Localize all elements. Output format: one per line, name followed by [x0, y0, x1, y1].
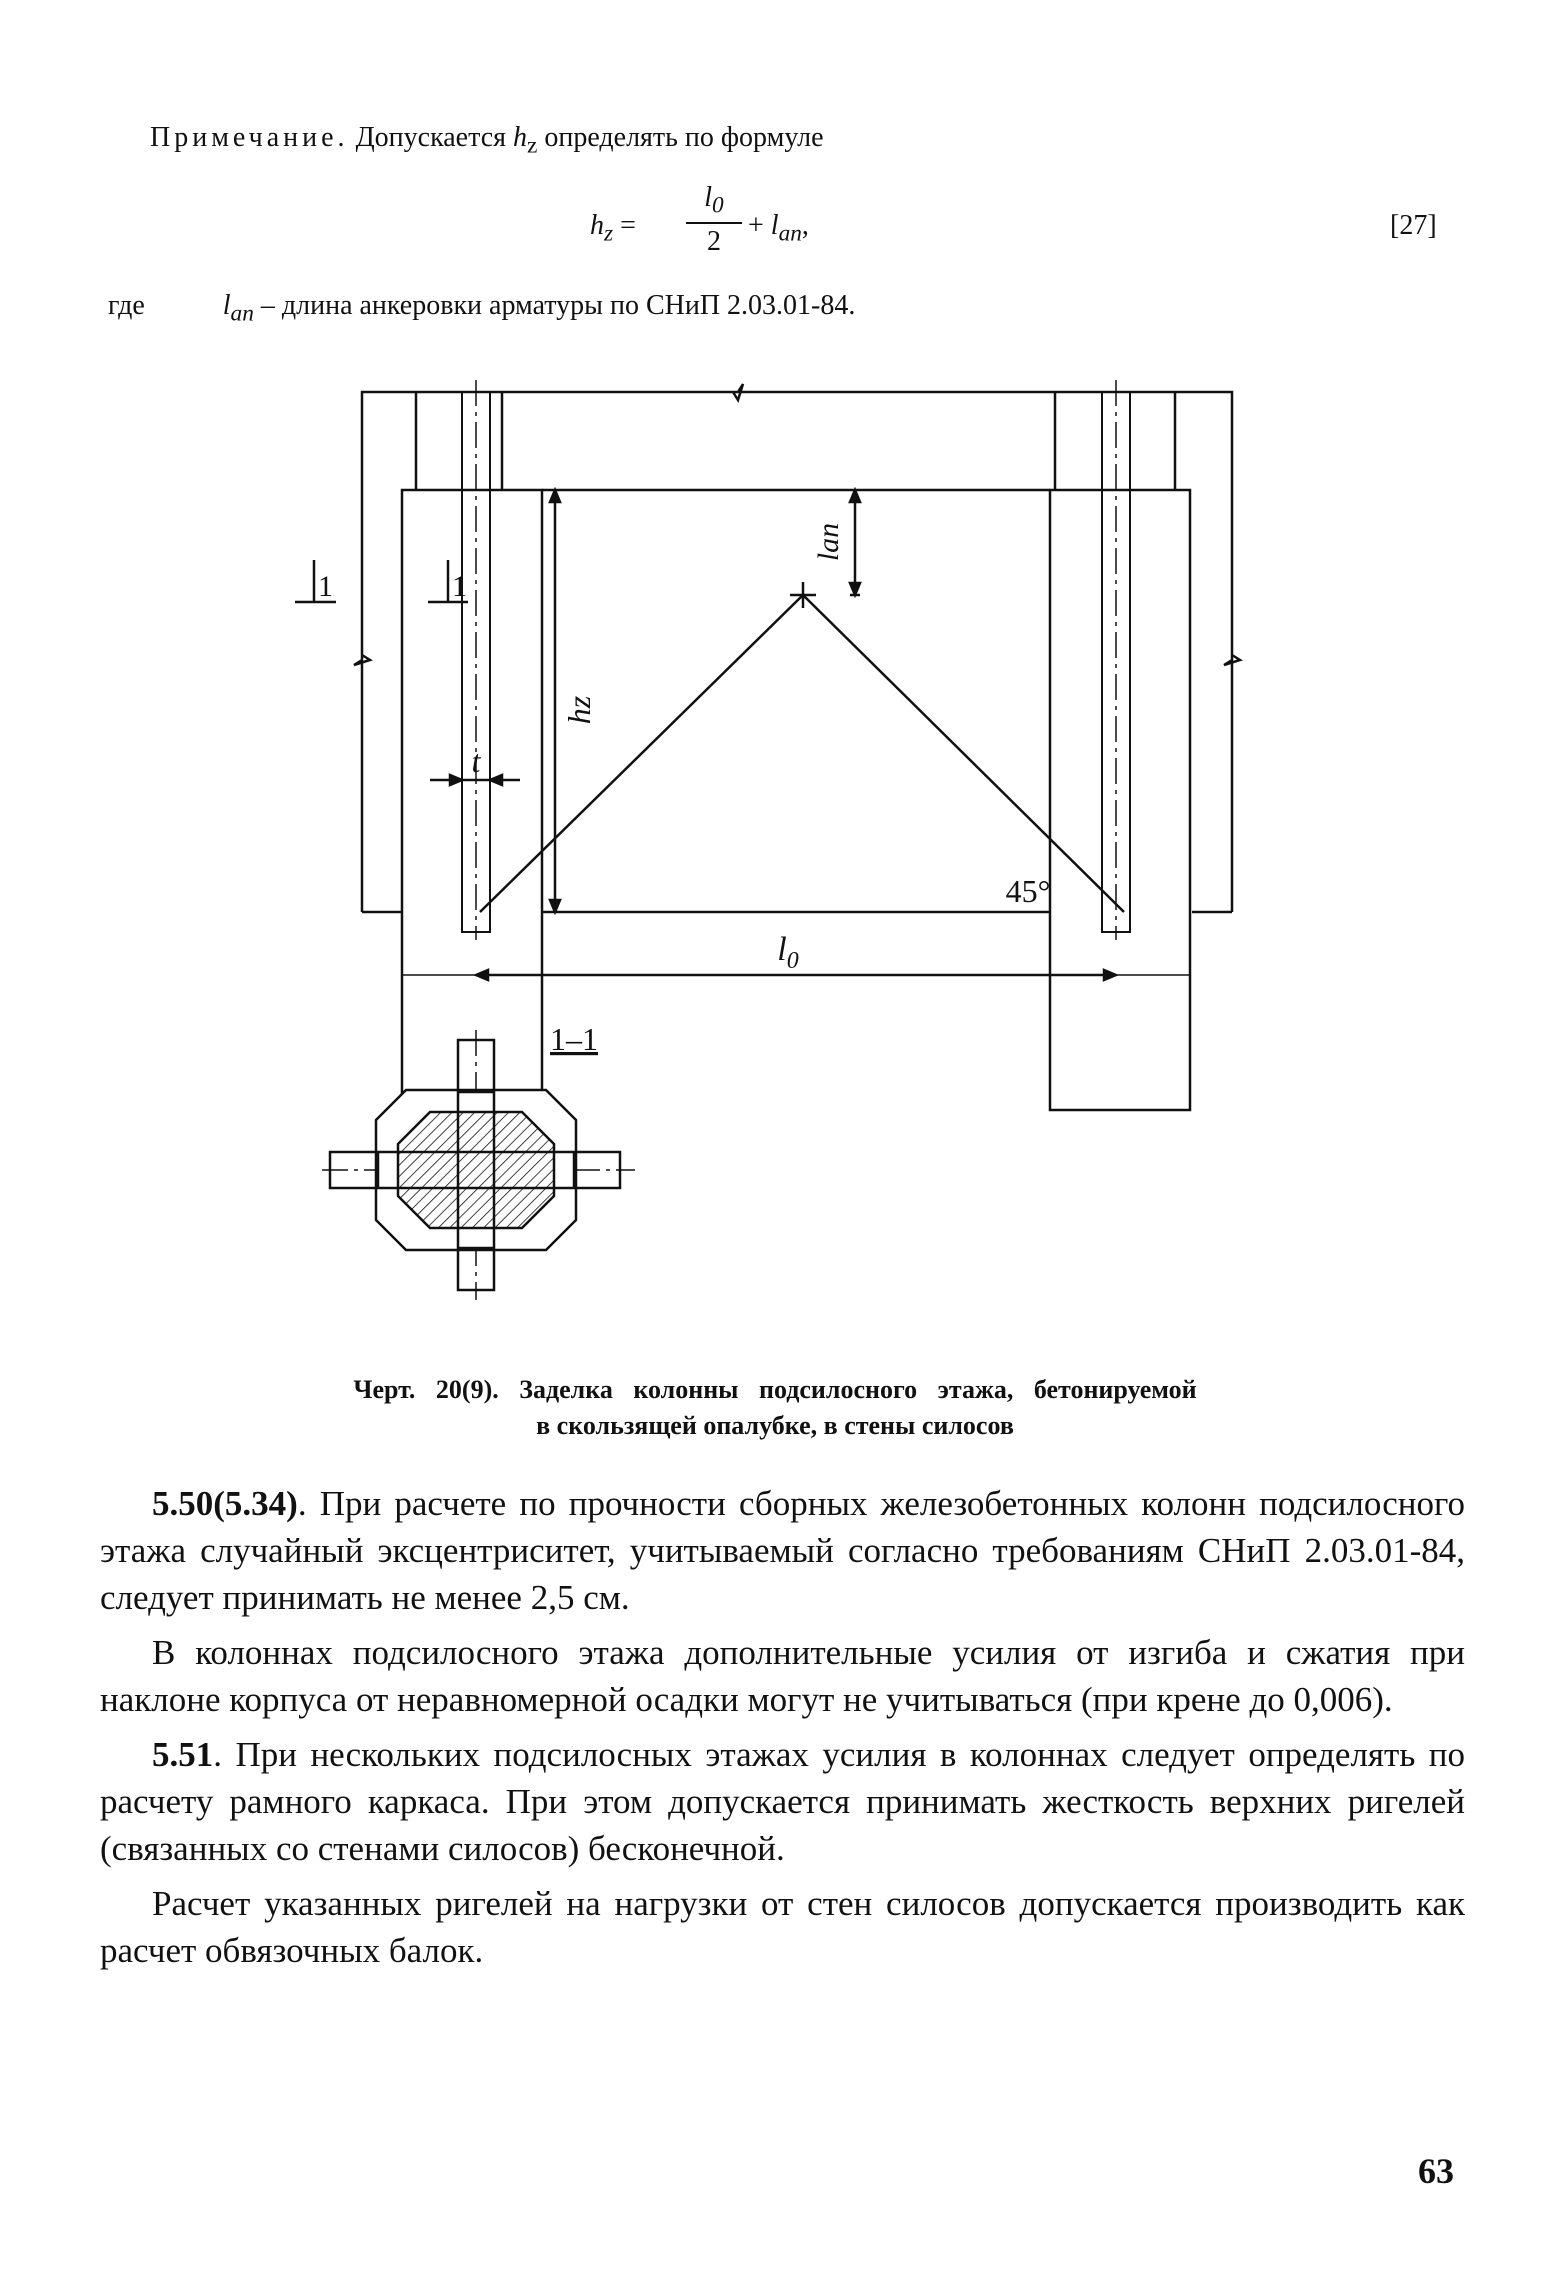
l0-label — [777, 931, 798, 974]
where-definition: – длина анкеровки арматуры по СНиП 2.03.01-84. — [253, 290, 856, 321]
column-embedding-drawing — [290, 380, 1270, 1320]
where-symbol-sub: an — [230, 300, 254, 327]
section-mark-right-text: 1 — [452, 570, 467, 603]
where-line — [108, 290, 855, 328]
formula-rhs — [748, 210, 809, 248]
paragraph-text: В колоннах подсилосного этажа дополнительные усилия от изгиба и сжатия при наклоне корпуса от неравномерной осадки могут не учитываться (при крене до 0,006). — [100, 1633, 1465, 1719]
note-label: Примечание. — [150, 122, 349, 153]
t-label: t — [471, 743, 481, 779]
hz-label: hz — [561, 695, 597, 725]
load-triangle — [480, 595, 1124, 912]
note-line — [150, 122, 824, 160]
paragraph-text: . При расчете по прочности сборных железобетонных колонн подсилосного этажа случайный эксцентриситет, учитываемый согласно требованиям СНиП 2.03.01-84, следует принимать не менее 2,5 см. — [100, 1484, 1465, 1617]
where-word: где — [108, 290, 145, 321]
formula-numerator-symbol: l — [704, 182, 713, 213]
formula-fraction — [686, 182, 742, 258]
silo-walls — [354, 384, 1240, 912]
section-mark-left — [295, 560, 336, 603]
formula-rhs-sub: an — [778, 220, 802, 247]
body-text — [100, 1480, 1465, 1982]
formula-denominator: 2 — [707, 226, 721, 257]
paragraph-number: 5.51 — [152, 1735, 214, 1774]
note-symbol-sub: z — [527, 132, 538, 159]
page-number: 63 — [1418, 2151, 1454, 2191]
formula-plus: + — [748, 210, 771, 241]
section-title: 1–1 — [550, 1021, 598, 1057]
note-text-after: определять по формуле — [537, 122, 824, 153]
fraction-bar — [686, 222, 742, 224]
caption-line-1: Черт. 20(9). Заделка колонны подсилосного этажа, бетонируемой — [353, 1375, 1197, 1404]
right-column — [1050, 380, 1190, 1110]
paragraph — [100, 1629, 1465, 1723]
cross-section — [322, 1030, 635, 1300]
lan-label: lan — [812, 522, 845, 562]
equation-number: [27] — [1390, 210, 1437, 241]
formula-rhs-tail: , — [801, 210, 809, 241]
section-mark-left-text: 1 — [318, 570, 333, 603]
where-symbol-letter: l — [222, 290, 231, 321]
paragraph-text: . При нескольких подсилосных этажах усилия в колоннах следует определять по расчету рамного каркаса. При этом допускается принимать жесткость верхних ригелей (связанных со стенами силосов) бесконечной. — [100, 1735, 1465, 1868]
right-column-outline — [1050, 490, 1190, 1110]
note-text-before: Допускается — [348, 122, 513, 153]
paragraph-text: Расчет указанных ригелей на нагрузки от стен силосов допускается производить как расчет обвязочных балок. — [100, 1884, 1465, 1970]
note-symbol: h — [513, 122, 527, 153]
l0-label-sub: 0 — [786, 948, 799, 974]
section-hatched-core — [398, 1112, 554, 1228]
figure-caption — [150, 1372, 1400, 1444]
caption-line-2: в скользящей опалубке, в стены силосов — [536, 1411, 1014, 1440]
paragraph — [100, 1880, 1465, 1974]
formula — [590, 182, 950, 282]
angle-45-label: 45° — [1005, 873, 1051, 909]
formula-lhs-sub: z — [604, 220, 614, 247]
formula-lhs-symbol: h — [590, 210, 604, 241]
formula-numerator-sub: 0 — [712, 192, 724, 219]
paragraph — [100, 1731, 1465, 1872]
formula-equals: = — [613, 210, 636, 241]
formula-numerator — [686, 182, 742, 218]
where-symbol — [222, 290, 254, 327]
formula-rhs-symbol: l — [770, 210, 779, 241]
formula-lhs — [590, 210, 636, 248]
paragraph-number: 5.50(5.34) — [152, 1484, 298, 1523]
left-column-outline — [402, 490, 542, 1110]
paragraph — [100, 1480, 1465, 1621]
l0-label-letter: l — [777, 931, 787, 968]
